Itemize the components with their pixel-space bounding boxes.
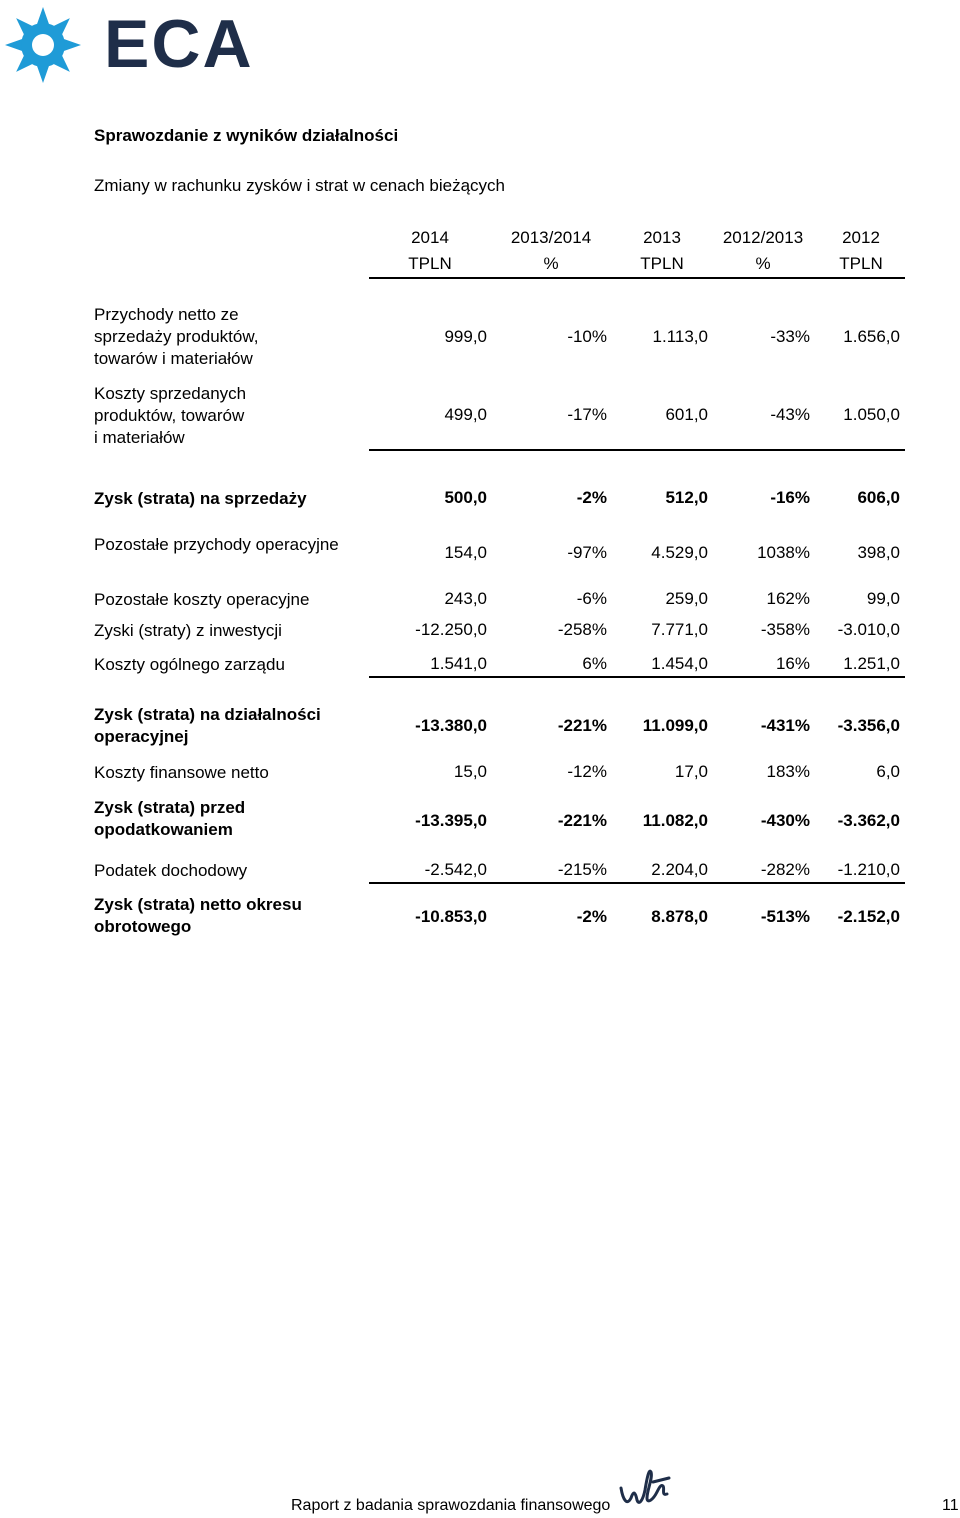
table-cell: -33%: [770, 327, 810, 346]
section-rule: [369, 449, 905, 451]
row-label: Zysk (strata) na sprzedaży: [94, 489, 307, 508]
table-cell: 398,0: [857, 543, 900, 562]
table-cell: -6%: [576, 589, 607, 608]
table-cell: 500,0: [444, 488, 487, 507]
row-label: Koszty finansowe netto: [94, 763, 269, 782]
table-cell: 11.099,0: [642, 716, 708, 735]
report-title: Sprawozdanie z wyników działalności: [94, 126, 399, 145]
table-cell: 7.771,0: [651, 620, 708, 639]
table-cell: -513%: [760, 907, 810, 926]
header-rule: [369, 277, 905, 279]
table-cell: 4.529,0: [651, 543, 708, 562]
table-cell: -10%: [567, 327, 607, 346]
table-cell: -12%: [567, 762, 607, 781]
table-cell: -17%: [567, 405, 607, 424]
table-cell: -1.210,0: [837, 860, 900, 879]
table-cell: -282%: [760, 860, 810, 879]
table-cell: -221%: [557, 716, 607, 735]
table-cell: -3.010,0: [837, 620, 900, 639]
row-label: Zyski (straty) z inwestycji: [94, 621, 282, 640]
table-cell: -3.362,0: [837, 811, 900, 830]
page-number: 11: [942, 1497, 959, 1514]
table-cell: -10.853,0: [415, 907, 487, 926]
table-cell: -13.395,0: [415, 811, 487, 830]
table-cell: -215%: [557, 860, 607, 879]
table-cell: 6,0: [876, 762, 900, 781]
table-cell: -221%: [557, 811, 607, 830]
table-cell: 1038%: [757, 543, 810, 562]
table-cell: 8.878,0: [651, 907, 708, 926]
table-cell: 1.251,0: [843, 654, 900, 673]
row-label: Pozostałe koszty operacyjne: [94, 590, 310, 609]
table-cell: 999,0: [444, 327, 487, 346]
table-cell: -2.542,0: [424, 860, 487, 879]
table-cell: -2%: [576, 907, 607, 926]
table-cell: 1.050,0: [843, 405, 900, 424]
column-year: 2013: [643, 228, 681, 247]
table-cell: 1.454,0: [651, 654, 708, 673]
table-cell: -13.380,0: [415, 716, 487, 735]
table-cell: 6%: [582, 654, 607, 673]
column-year: 2013/2014: [510, 228, 592, 247]
row-label: Zysk (strata) przed opodatkowaniem: [94, 798, 246, 839]
table-cell: -2.152,0: [837, 907, 900, 926]
table-cell: 2.204,0: [651, 860, 708, 879]
table-cell: -97%: [567, 543, 607, 562]
table-cell: -2%: [576, 488, 607, 507]
table-cell: 17,0: [674, 762, 708, 781]
table-cell: 11.082,0: [642, 811, 708, 830]
logo-text: ECA: [104, 6, 254, 82]
table-cell: 243,0: [444, 589, 487, 608]
report-subtitle: Zmiany w rachunku zysków i strat w cenach bieżących: [94, 176, 505, 195]
column-unit: %: [755, 254, 771, 273]
table-cell: -258%: [557, 620, 607, 639]
column-year: 2012: [842, 228, 880, 247]
table-cell: 183%: [766, 762, 810, 781]
table-cell: 15,0: [453, 762, 487, 781]
row-label: Zysk (strata) netto okresu obrotowego: [94, 895, 302, 936]
table-cell: 154,0: [444, 543, 487, 562]
table-cell: -430%: [760, 811, 810, 830]
row-label: Pozostałe przychody operacyjne: [94, 535, 339, 554]
footer-text: Raport z badania sprawozdania finansowego: [291, 1497, 611, 1514]
row-label: Zysk (strata) na działalności operacyjnej: [94, 705, 321, 746]
column-unit: TPLN: [640, 254, 684, 273]
table-cell: 162%: [766, 589, 810, 608]
row-label: Koszty ogólnego zarządu: [94, 655, 285, 674]
table-cell: 601,0: [665, 405, 708, 424]
column-year: 2012/2013: [722, 228, 804, 247]
section-rule: [369, 882, 905, 884]
row-label: Podatek dochodowy: [94, 861, 248, 880]
table-cell: 16%: [775, 654, 810, 673]
table-cell: 606,0: [857, 488, 900, 507]
table-cell: 259,0: [665, 589, 708, 608]
table-cell: 512,0: [665, 488, 708, 507]
section-rule: [369, 676, 905, 678]
table-cell: -16%: [770, 488, 810, 507]
table-cell: -12.250,0: [415, 620, 487, 639]
table-cell: 499,0: [444, 405, 487, 424]
column-unit: TPLN: [408, 254, 452, 273]
table-cell: 1.656,0: [843, 327, 900, 346]
column-year: 2014: [411, 228, 449, 247]
column-unit: %: [543, 254, 559, 273]
table-cell: 1.541,0: [430, 654, 487, 673]
table-cell: -358%: [760, 620, 810, 639]
signature-icon: [617, 1460, 673, 1510]
row-label: Przychody netto ze sprzedaży produktów, towarów i materiałów: [94, 305, 259, 368]
star-burst-icon: [5, 7, 81, 83]
table-cell: 1.113,0: [652, 327, 708, 346]
column-unit: TPLN: [839, 254, 883, 273]
table-cell: -43%: [770, 405, 810, 424]
table-cell: -431%: [760, 716, 810, 735]
table-cell: 99,0: [866, 589, 900, 608]
table-cell: -3.356,0: [837, 716, 900, 735]
row-label: Koszty sprzedanych produktów, towarów i materiałów: [94, 384, 247, 447]
